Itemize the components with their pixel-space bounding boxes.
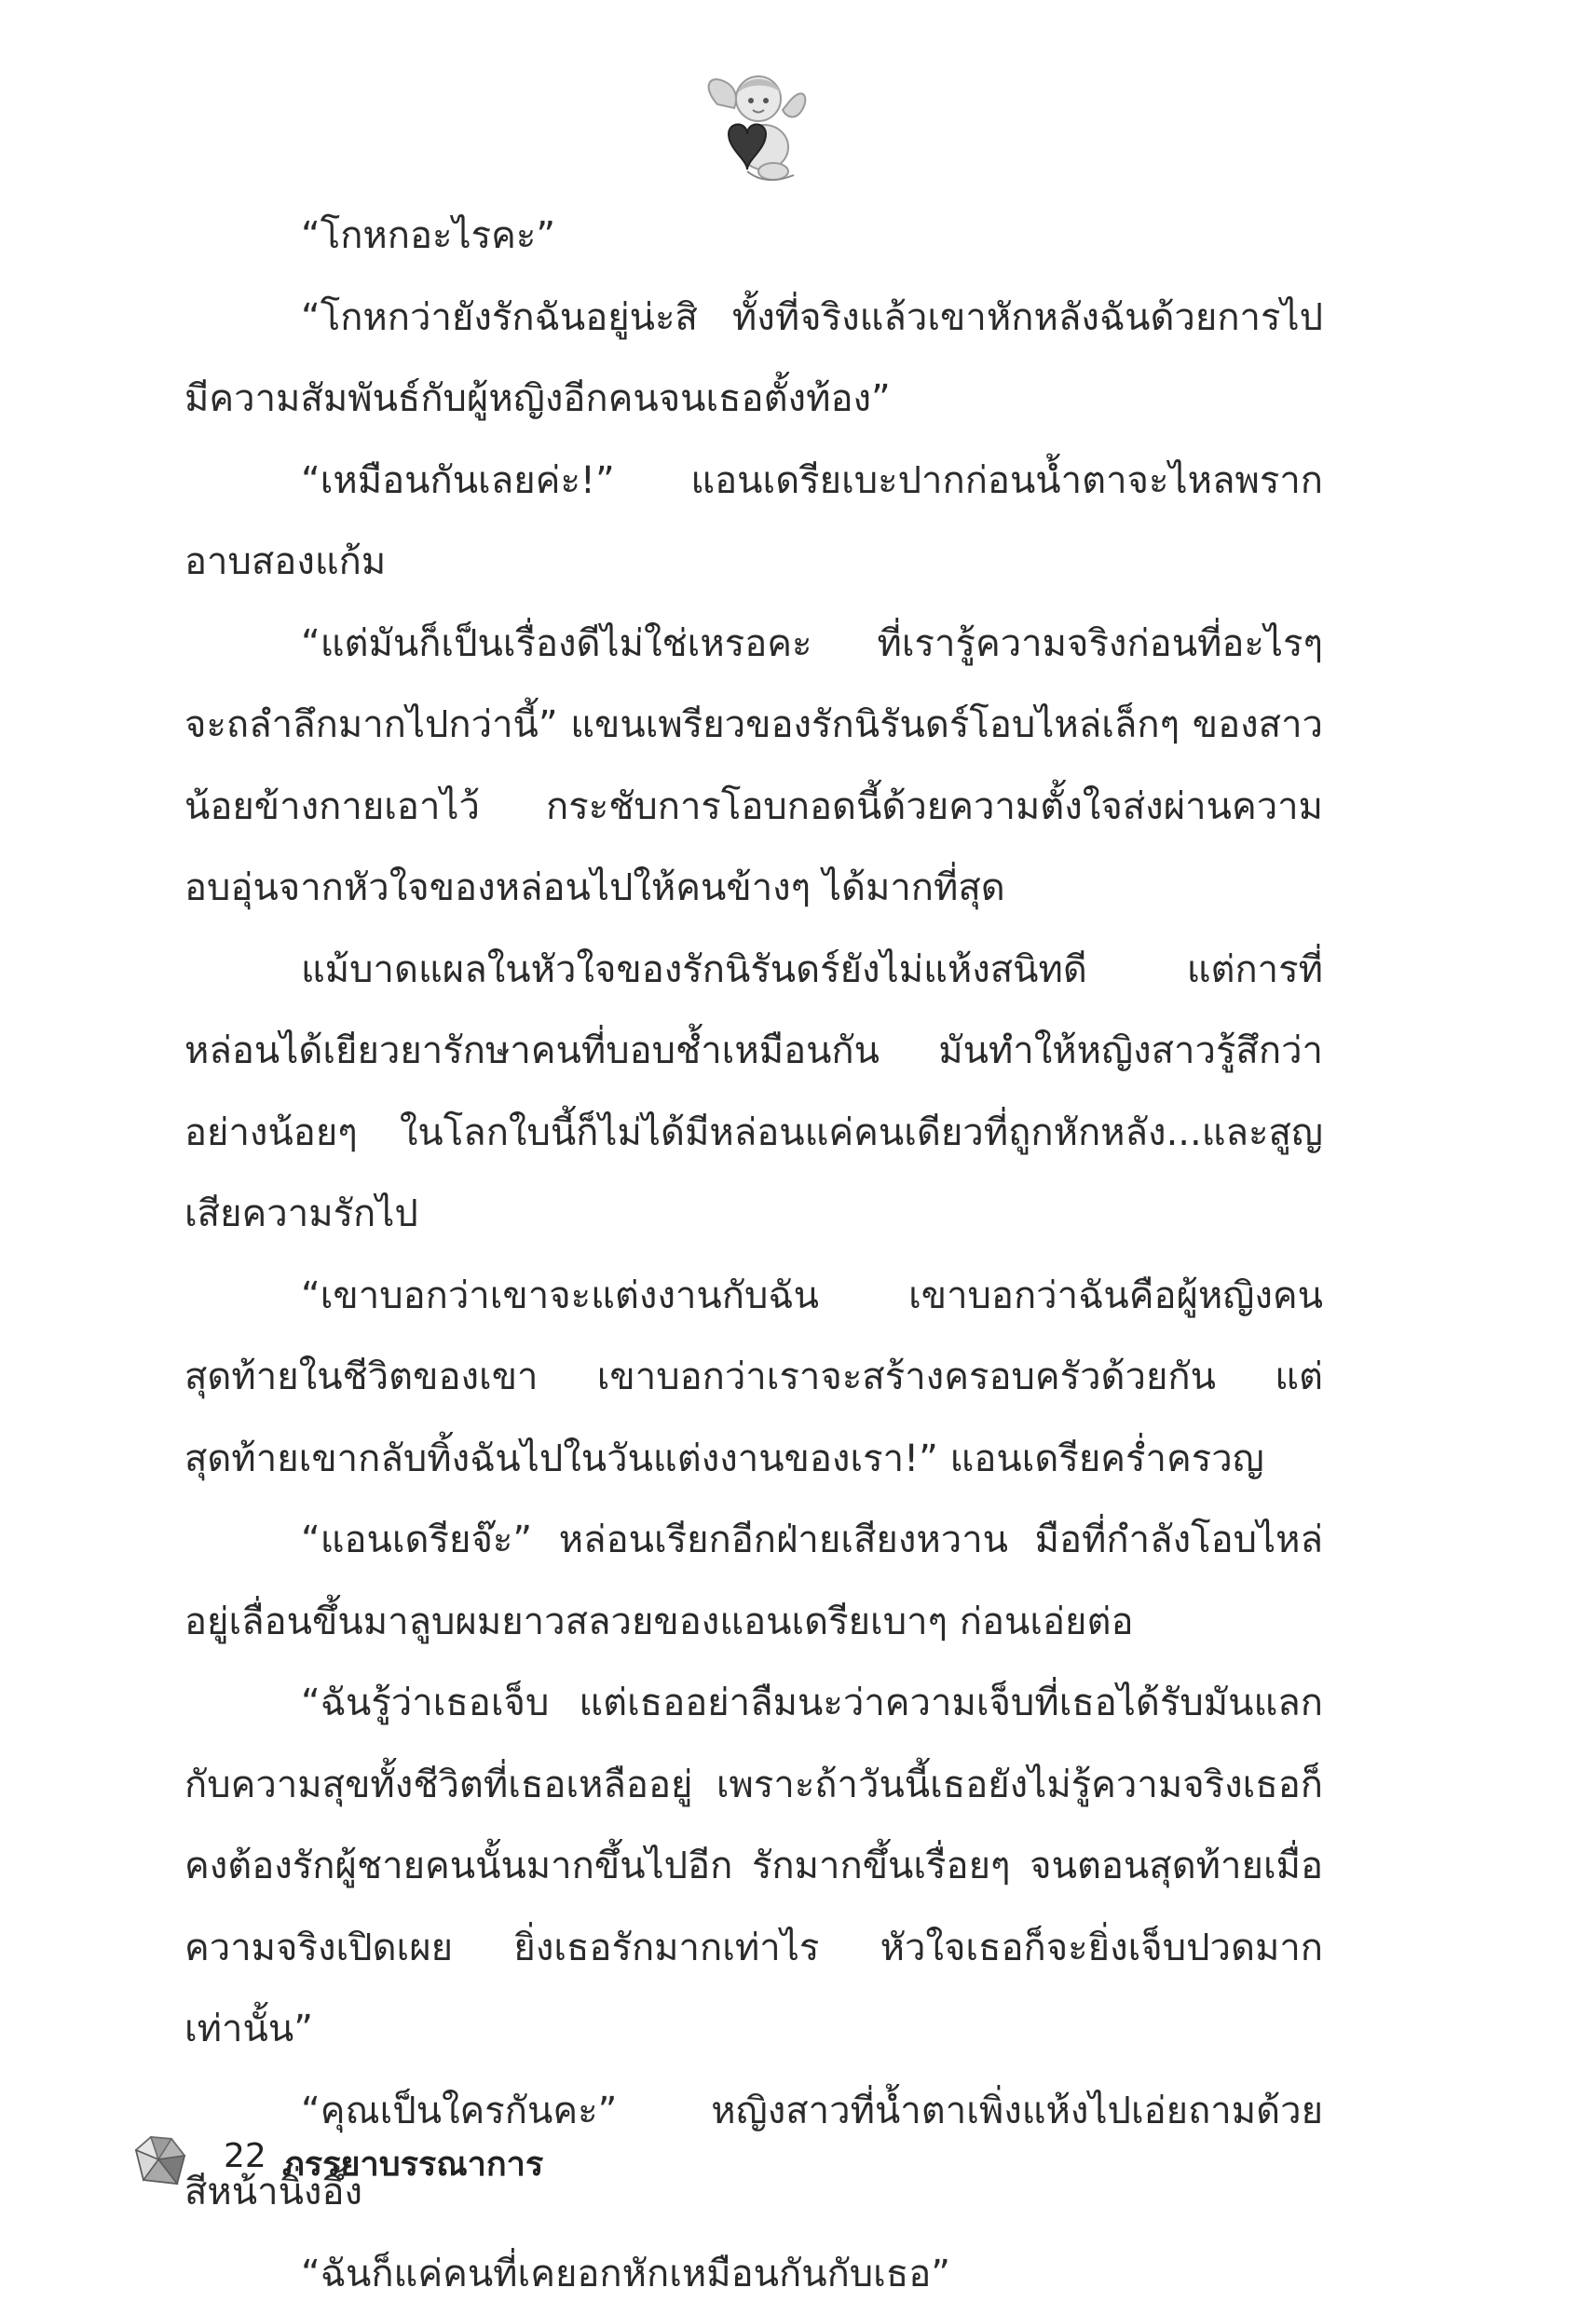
paragraph-3: “เหมือนกันเลยค่ะ!” แอนเดรียเบะปากก่อนน้ำตาจะไหลพรากอาบสองแก้ม: [184, 441, 1323, 604]
paragraph-4: “แต่มันก็เป็นเรื่องดีไม่ใช่เหรอคะ ที่เรารู้ความจริงก่อนที่อะไรๆ จะถลำลึกมากไปกว่านี้” แขนเพรียวของรักนิรันดร์โอบไหล่เล็กๆ ของสาวน้อยข้างกายเอาไว้ กระชับการโอบกอดนี้ด้วยความตั้งใจส่งผ่านความอบอุ่นจากหัวใจของหล่อนไปให้คนข้างๆ ได้มากที่สุด: [184, 604, 1323, 930]
page-footer: [130, 2131, 783, 2197]
page-number: 22: [224, 2137, 266, 2175]
book-title: ภรรยาบรรณาการ: [282, 2137, 543, 2190]
paragraph-7: “แอนเดรียจ๊ะ” หล่อนเรียกอีกฝ่ายเสียงหวาน มือที่กำลังโอบไหล่อยู่เลื่อนขึ้นมาลูบผมยาวสลวยของแอนเดรียเบาๆ ก่อนเอ่ยต่อ: [184, 1500, 1323, 1663]
cupid-with-heart-icon: [701, 67, 812, 188]
paragraph-8: “ฉันรู้ว่าเธอเจ็บ แต่เธออย่าลืมนะว่าความเจ็บที่เธอได้รับมันแลกกับความสุขทั้งชีวิตที่เธอเหลืออยู่ เพราะถ้าวันนี้เธอยังไม่รู้ความจริงเธอก็คงต้องรักผู้ชายคนนั้นมากขึ้นไปอีก รักมากขึ้นเรื่อยๆ จนตอนสุดท้ายเมื่อความจริงเปิดเผย ยิ่งเธอรักมากเท่าไร หัวใจเธอก็จะยิ่งเจ็บปวดมากเท่านั้น”: [184, 1663, 1323, 2071]
paragraph-2: “โกหกว่ายังรักฉันอยู่น่ะสิ ทั้งที่จริงแล้วเขาหักหลังฉันด้วยการไปมีความสัมพันธ์กับผู้หญิงอีกคนจนเธอตั้งท้อง”: [184, 278, 1323, 441]
paragraph-5: แม้บาดแผลในหัวใจของรักนิรันดร์ยังไม่แห้งสนิทดี แต่การที่หล่อนได้เยียวยารักษาคนที่บอบช้ำเหมือนกัน มันทำให้หญิงสาวรู้สึกว่าอย่างน้อยๆ ในโลกใบนี้ก็ไม่ได้มีหล่อนแค่คนเดียวที่ถูกหักหลัง...และสูญเสียความรักไป: [184, 930, 1323, 1256]
story-text: [184, 196, 1323, 2315]
diamond-icon: [130, 2131, 188, 2189]
paragraph-10: “ฉันก็แค่คนที่เคยอกหักเหมือนกันกับเธอ”: [184, 2234, 1323, 2315]
paragraph-9: “คุณเป็นใครกันคะ” หญิงสาวที่น้ำตาเพิ่งแห้งไปเอ่ยถามด้วยสีหน้านิ่งอึ้ง: [184, 2071, 1323, 2234]
paragraph-1: “โกหกอะไรคะ”: [184, 196, 1323, 278]
paragraph-6: “เขาบอกว่าเขาจะแต่งงานกับฉัน เขาบอกว่าฉันคือผู้หญิงคนสุดท้ายในชีวิตของเขา เขาบอกว่าเราจะสร้างครอบครัวด้วยกัน แต่สุดท้ายเขากลับทิ้งฉันไปในวันแต่งงานของเรา!” แอนเดรียคร่ำครวญ: [184, 1256, 1323, 1501]
